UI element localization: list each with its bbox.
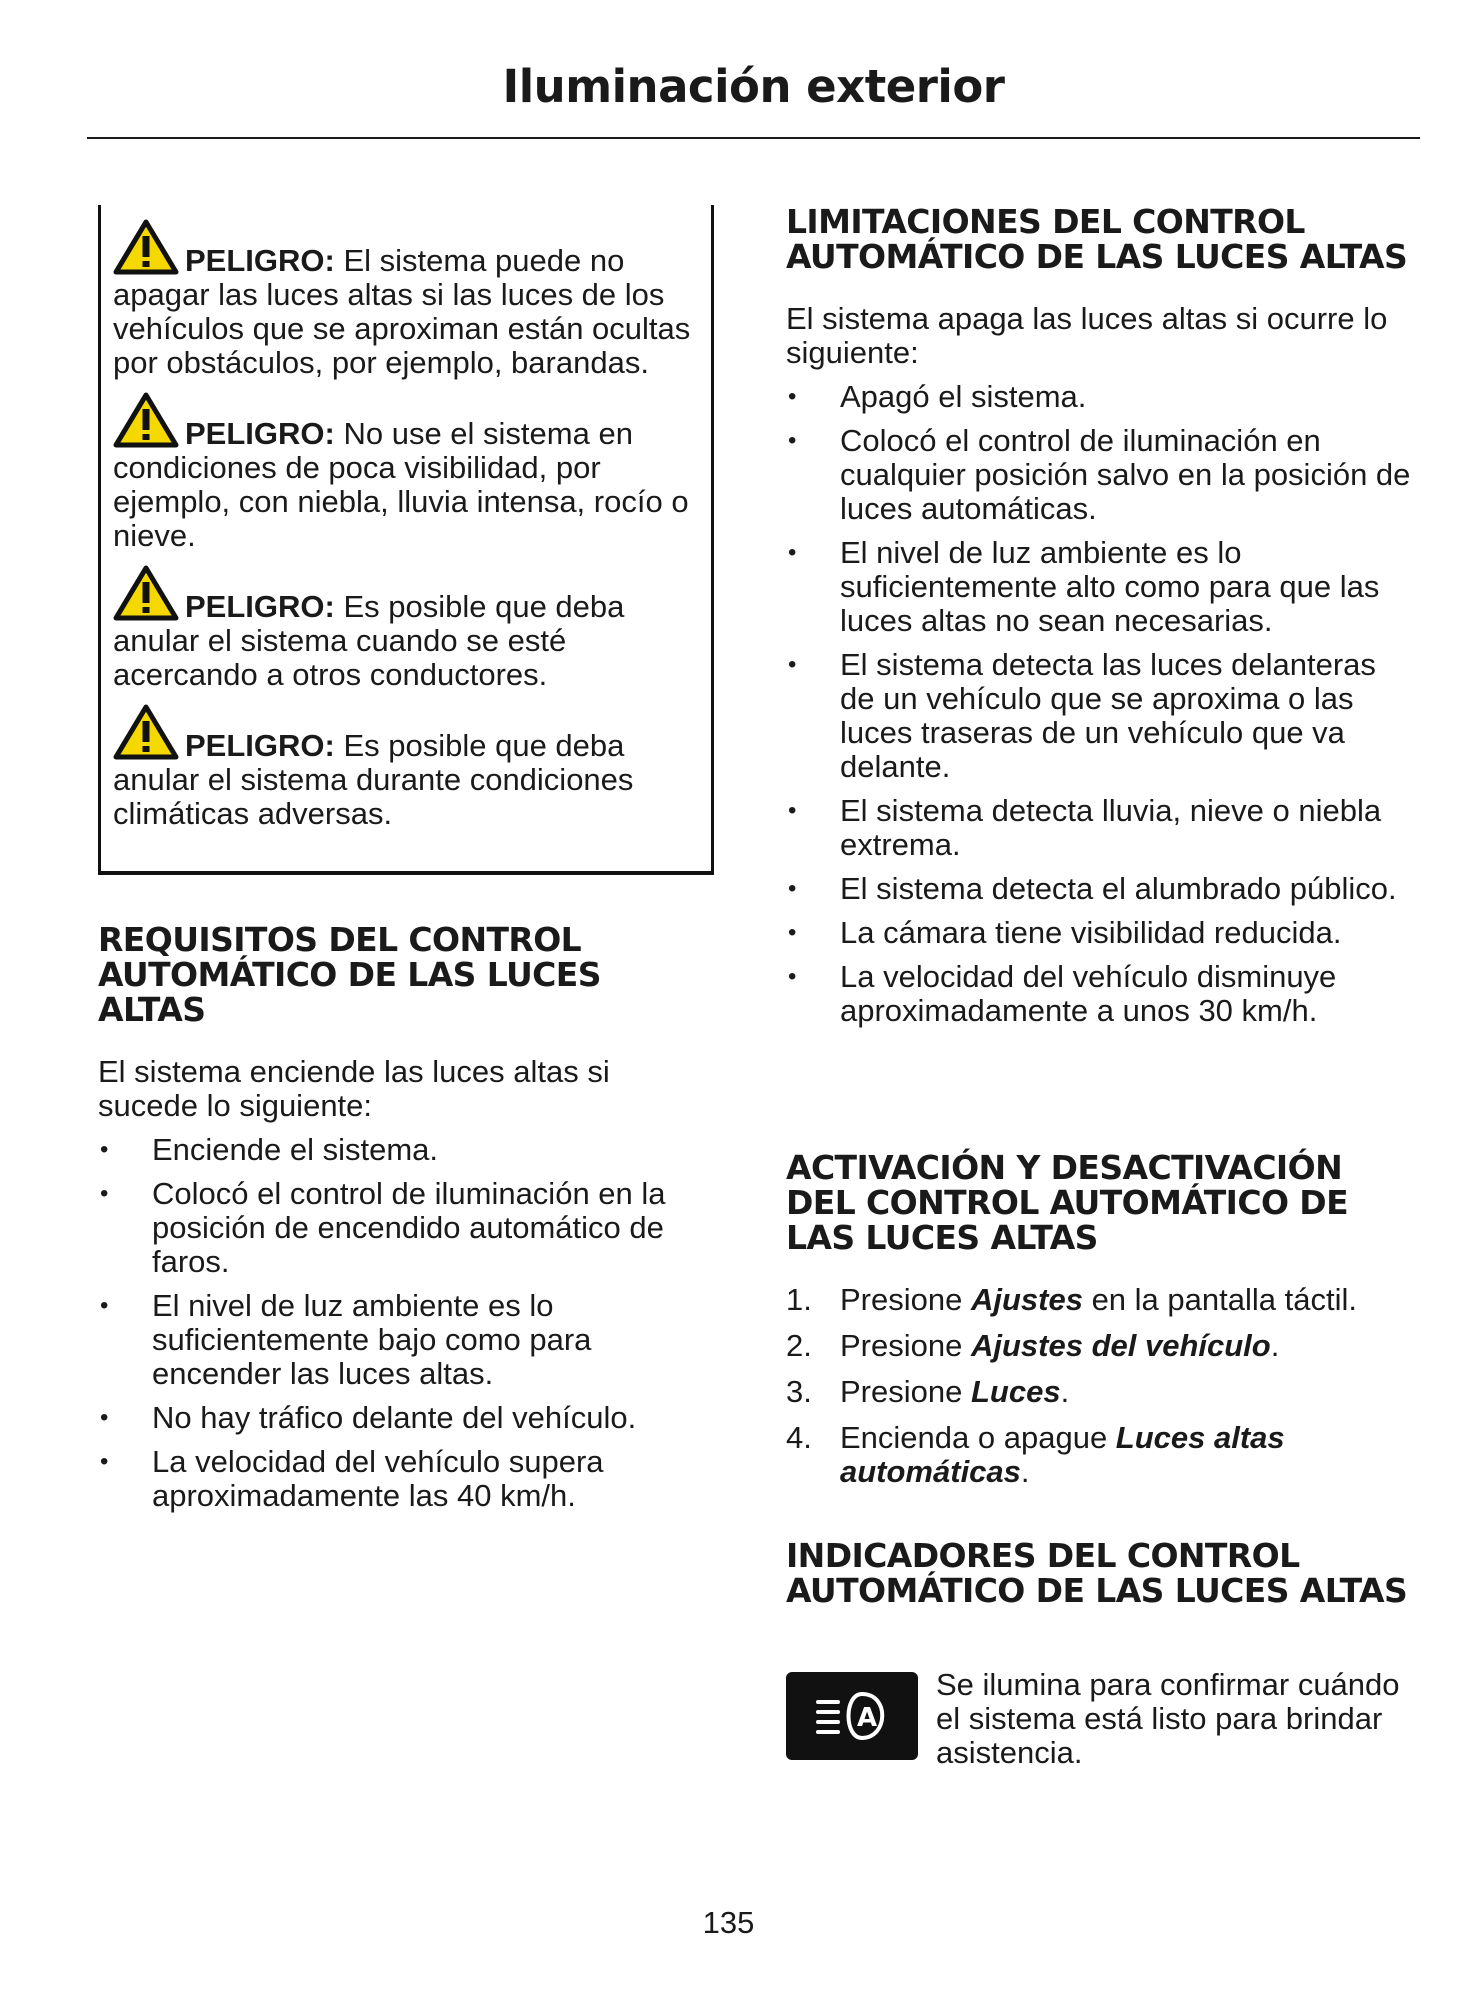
warning-3 xyxy=(113,565,697,692)
warning-text: Es posible que deba anular el sistema durante condiciones climáticas adversas. xyxy=(113,728,634,831)
indicator-description: Se ilumina para confirmar cuándo el sistema está listo para brindar asistencia. xyxy=(936,1667,1400,1770)
warning-text: El sistema puede no apagar las luces altas si las luces de los vehículos que se aproximan están ocultas por obstáculos, por ejemplo, barandas. xyxy=(113,243,691,380)
step-number: 1. xyxy=(786,1282,812,1317)
warning-triangle-icon xyxy=(113,219,179,275)
warning-triangle-icon xyxy=(113,392,179,448)
section-intro: El sistema enciende las luces altas si sucede lo siguiente: xyxy=(98,1054,610,1123)
step-setting: Ajustes del vehículo xyxy=(970,1328,1271,1363)
step-setting: Luces altas automáticas xyxy=(840,1420,1285,1489)
warning-box xyxy=(98,205,714,875)
list-item: • El sistema detecta lluvia, nieve o niebla extrema. xyxy=(786,794,1416,862)
list-item: • Colocó el control de iluminación en cualquier posición salvo en la posición de luces automáticas. xyxy=(786,424,1416,526)
warning-triangle-icon xyxy=(113,565,179,621)
step-item xyxy=(786,1283,1416,1317)
step-text: Encienda o apague xyxy=(840,1420,1116,1455)
step-text: Presione xyxy=(840,1374,971,1409)
limitaciones-list xyxy=(786,380,1416,1028)
indicator-row xyxy=(786,1667,1416,1770)
list-item: • El nivel de luz ambiente es lo suficientemente alto como para que las luces altas no sean necesarias. xyxy=(786,536,1416,638)
warning-1 xyxy=(113,219,697,380)
warning-2 xyxy=(113,392,697,553)
step-number: 2. xyxy=(786,1328,812,1363)
section-heading: REQUISITOS DEL CONTROL AUTOMÁTICO DE LAS LUCES ALTAS xyxy=(98,920,601,1029)
auto-high-beam-glyph xyxy=(804,1686,900,1746)
step-setting: Luces xyxy=(970,1374,1061,1409)
section-heading: INDICADORES DEL CONTROL AUTOMÁTICO DE LAS LUCES ALTAS xyxy=(786,1536,1408,1610)
requisitos-section xyxy=(98,922,718,1523)
list-item: • Colocó el control de iluminación en la posición de encendido automático de faros. xyxy=(98,1177,718,1279)
list-item: • El nivel de luz ambiente es lo suficientemente bajo como para encender las luces altas. xyxy=(98,1289,718,1391)
step-number: 4. xyxy=(786,1420,812,1455)
list-item: • El sistema detecta las luces delanteras de un vehículo que se aproxima o las luces traseras de un vehículo que va delante. xyxy=(786,648,1416,784)
step-text: Presione xyxy=(840,1282,971,1317)
list-item: • No hay tráfico delante del vehículo. xyxy=(98,1401,718,1435)
limitaciones-section xyxy=(786,204,1416,1038)
warning-text: No use el sistema en condiciones de poca visibilidad, por ejemplo, con niebla, lluvia intensa, rocío o nieve. xyxy=(113,416,689,553)
warning-label: PELIGRO: xyxy=(185,243,335,278)
auto-high-beam-icon xyxy=(786,1672,918,1760)
list-item: • La cámara tiene visibilidad reducida. xyxy=(786,916,1416,950)
section-heading: LIMITACIONES DEL CONTROL AUTOMÁTICO DE LAS LUCES ALTAS xyxy=(786,202,1408,276)
list-item: • El sistema detecta el alumbrado público. xyxy=(786,872,1416,906)
step-item xyxy=(786,1329,1416,1363)
page-title: Iluminación exterior xyxy=(502,60,1005,113)
step-text: . xyxy=(1060,1374,1070,1409)
step-text: Presione xyxy=(840,1328,971,1363)
header-divider xyxy=(87,137,1420,139)
section-heading: ACTIVACIÓN Y DESACTIVACIÓN DEL CONTROL AUTOMÁTICO DE LAS LUCES ALTAS xyxy=(786,1148,1349,1257)
step-number: 3. xyxy=(786,1374,812,1409)
requisitos-list xyxy=(98,1133,718,1513)
svg-text:A: A xyxy=(856,1703,878,1733)
warning-label: PELIGRO: xyxy=(185,589,335,624)
warning-4 xyxy=(113,704,697,831)
step-item xyxy=(786,1375,1416,1409)
warning-text: Es posible que deba anular el sistema cuando se esté acercando a otros conductores. xyxy=(113,589,625,692)
warning-label: PELIGRO: xyxy=(185,416,335,451)
activacion-section xyxy=(786,1150,1416,1501)
list-item: • La velocidad del vehículo supera aproximadamente las 40 km/h. xyxy=(98,1445,718,1513)
section-intro: El sistema apaga las luces altas si ocurre lo siguiente: xyxy=(786,301,1388,370)
page-number: 135 xyxy=(702,1905,755,1940)
step-text: . xyxy=(1020,1454,1030,1489)
list-item: • Enciende el sistema. xyxy=(98,1133,718,1167)
activacion-steps xyxy=(786,1283,1416,1489)
list-item: • Apagó el sistema. xyxy=(786,380,1416,414)
warning-label: PELIGRO: xyxy=(185,728,335,763)
step-text: . xyxy=(1270,1328,1280,1363)
step-text: en la pantalla táctil. xyxy=(1082,1282,1357,1317)
warning-triangle-icon xyxy=(113,704,179,760)
step-item xyxy=(786,1421,1416,1489)
list-item: • La velocidad del vehículo disminuye aproximadamente a unos 30 km/h. xyxy=(786,960,1416,1028)
indicadores-section xyxy=(786,1538,1416,1608)
step-setting: Ajustes xyxy=(970,1282,1083,1317)
